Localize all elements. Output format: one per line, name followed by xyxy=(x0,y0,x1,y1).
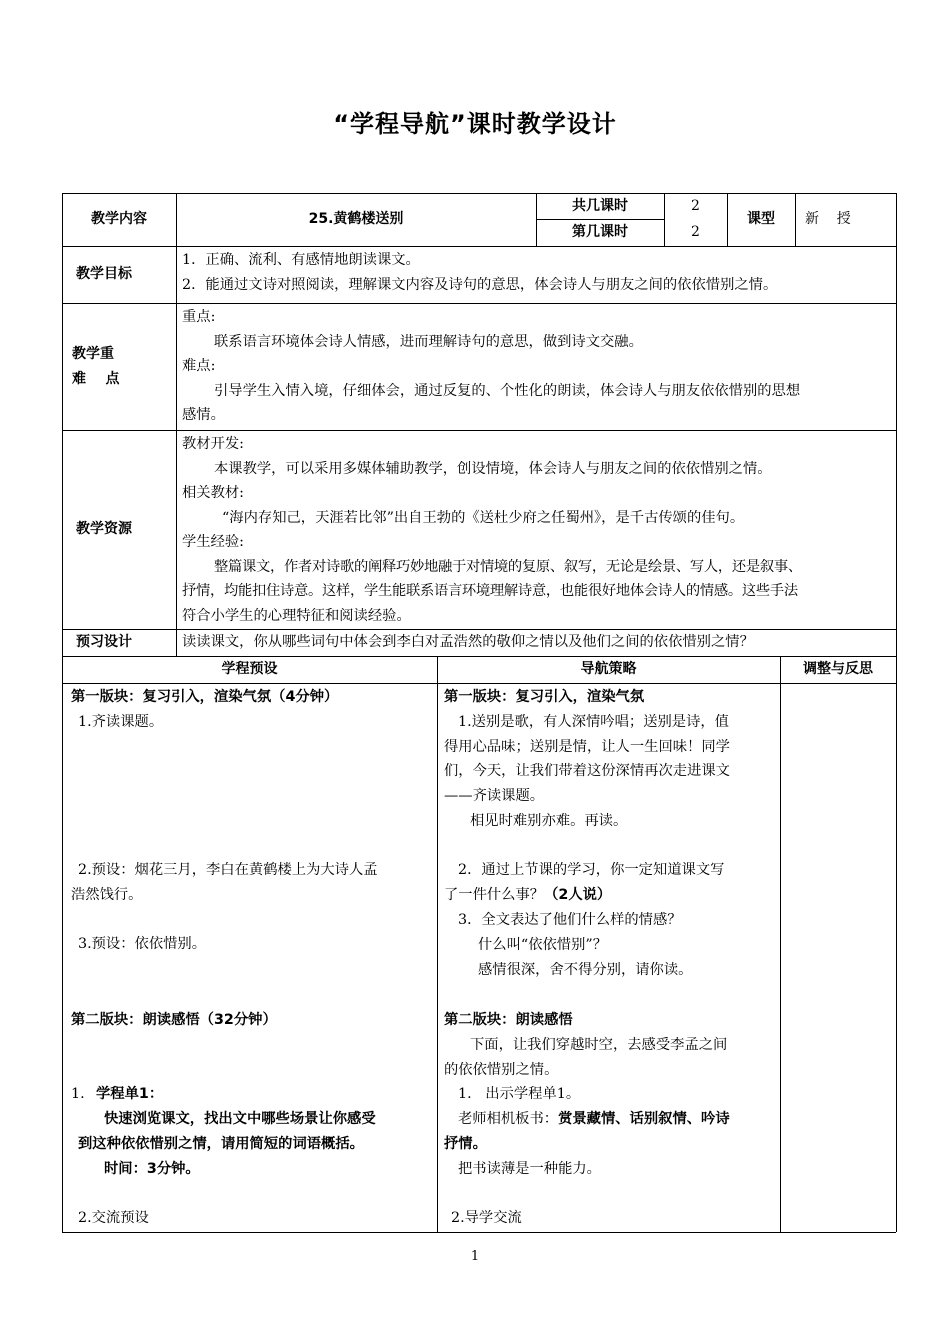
process-item: 1.齐读课题。 xyxy=(78,714,164,730)
column-header-strategy: 导航策略 xyxy=(580,661,637,677)
process-item: 时间：3分钟。 xyxy=(104,1161,200,1177)
content-label: 教学内容 xyxy=(91,211,147,227)
strategy-line: 感情很深，舍不得分别，请你读。 xyxy=(478,962,693,978)
process-item: 到这种依依惜别之情，请用简短的词语概括。 xyxy=(78,1136,364,1152)
resource-line: 本课教学，可以采用多媒体辅助教学，创设情境，体会诗人与朋友之间的依依惜别之情。 xyxy=(214,460,772,477)
strategy-line: 3．全文表达了他们什么样的情感？ xyxy=(458,912,682,928)
process-item: 快速浏览课文，找出文中哪些场景让你感受 xyxy=(104,1111,376,1127)
keypoints-label: 教学重 难 点 xyxy=(72,346,120,387)
nth-lesson-label: 第几课时 xyxy=(572,224,628,240)
goal-line: 2．能通过文诗对照阅读，理解课文内容及诗句的意思，体会诗人与朋友之间的依依惜别之情。 xyxy=(182,276,778,293)
strategy-line: 1.送别是歌，有人深情吟唱；送别是诗，值 xyxy=(458,714,729,730)
section-heading: 第二版块：朗读感悟 xyxy=(444,1012,573,1028)
strategy-line: 的依依惜别之情。 xyxy=(444,1062,559,1078)
strategy-line: 2．通过上节课的学习，你一定知道课文写 xyxy=(458,862,725,878)
difficult-line: 感情。 xyxy=(182,407,225,423)
resources-text xyxy=(182,432,802,628)
total-lessons-label: 共几课时 xyxy=(572,197,628,214)
process-item-number: 1. xyxy=(71,1086,85,1102)
strategy-line: 什么叫“依依惜别”？ xyxy=(478,937,607,953)
process-item: 2.交流预设 xyxy=(78,1210,149,1226)
difficult-line: 引导学生入情入境，仔细体会，通过反复的、个性化的朗读，体会诗人与朋友依依惜别的思想 xyxy=(214,382,801,399)
column-header-process: 学程预设 xyxy=(221,661,278,677)
process-item: 浩然饯行。 xyxy=(71,887,143,903)
strategy-line: 2.导学交流 xyxy=(451,1210,522,1226)
strategy-line: 抒情。 xyxy=(444,1136,487,1152)
resource-heading: 学生经验: xyxy=(182,534,245,550)
resource-line: 抒情，均能扣住诗意。这样，学生能联系语言环境理解诗意，也能很好地体会诗人的情感。这些手法 xyxy=(182,583,798,599)
resources-label: 教学资源 xyxy=(76,521,132,537)
keypoints-text xyxy=(182,305,800,428)
process-item: 学程单1： xyxy=(96,1086,164,1102)
nth-lesson-value: 2 xyxy=(691,224,700,240)
page-number: 1 xyxy=(470,1249,480,1264)
key-line: 联系语言环境体会诗人情感，进而理解诗句的意思，做到诗文交融。 xyxy=(214,333,643,350)
strategy-line: 了一件什么事？（2人说） xyxy=(444,887,612,903)
process-item: 3.预设：依依惜别。 xyxy=(78,936,207,952)
lesson-type-label: 课型 xyxy=(747,211,775,227)
section-heading: 第一版块：复习引入，渲染气氛（4分钟） xyxy=(71,689,339,705)
resource-heading: 教材开发: xyxy=(182,436,245,452)
strategy-line: 相见时难别亦难。再读。 xyxy=(470,813,628,829)
strategy-line: ——齐读课题。 xyxy=(444,788,545,804)
page-title: “学程导航”课时教学设计 xyxy=(333,110,617,138)
preview-text: 读读课文，你从哪些词句中体会到李白对孟浩然的敬仰之情以及他们之间的依依惜别之情？ xyxy=(182,634,754,650)
difficult-heading: 难点: xyxy=(182,358,216,374)
goals-text xyxy=(182,248,777,297)
resource-line: 整篇课文，作者对诗歌的阐释巧妙地融于对情境的复原、叙写，无论是绘景、写人，还是叙事、 xyxy=(214,558,802,575)
lesson-type-value: 新 授 xyxy=(805,211,851,227)
strategy-line: 得用心品味；送别是情，让人一生回味！同学 xyxy=(444,739,730,755)
preview-label: 预习设计 xyxy=(76,634,132,650)
section-heading: 第一版块：复习引入，渲染气氛 xyxy=(444,689,645,705)
column-header-reflection: 调整与反思 xyxy=(803,661,873,677)
resource-heading: 相关教材: xyxy=(182,485,245,501)
strategy-line: 老师相机板书：赏景藏情、话别叙情、吟诗 xyxy=(458,1111,730,1127)
resource-line: “海内存知己，天涯若比邻”出自王勃的《送杜少府之任蜀州》，是千古传颂的佳句。 xyxy=(222,509,745,526)
strategy-line: 们，今天，让我们带着这份深情再次走进课文 xyxy=(444,763,730,779)
goal-line: 1．正确、流利、有感情地朗读课文。 xyxy=(182,252,420,268)
strategy-line: 把书读薄是一种能力。 xyxy=(458,1161,601,1177)
process-item: 2.预设：烟花三月，李白在黄鹤楼上为大诗人孟 xyxy=(78,862,378,878)
section-heading: 第二版块：朗读感悟（32分钟） xyxy=(71,1012,277,1028)
strategy-line: 1. 出示学程单1。 xyxy=(458,1086,581,1102)
goals-label: 教学目标 xyxy=(76,266,132,282)
resource-line: 符合小学生的心理特征和阅读经验。 xyxy=(182,607,411,624)
total-lessons-value: 2 xyxy=(691,197,700,214)
strategy-line: 下面，让我们穿越时空，去感受李孟之间 xyxy=(470,1037,728,1053)
lesson-title: 25.黄鹤楼送别 xyxy=(308,211,404,227)
key-heading: 重点: xyxy=(182,309,216,325)
